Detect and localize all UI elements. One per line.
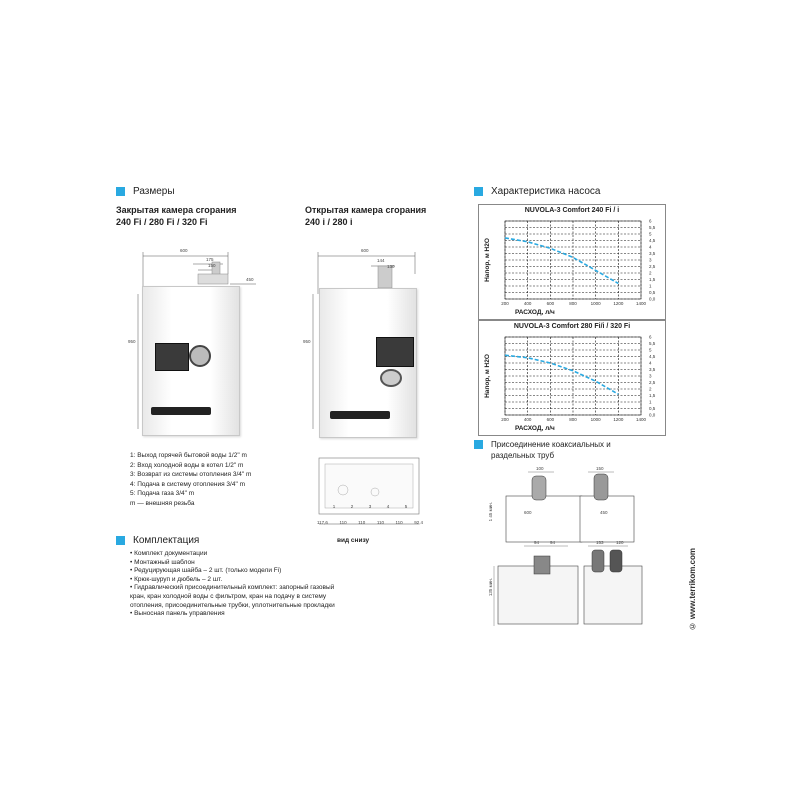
closed-panel-knob-icon (189, 345, 211, 367)
bottom-view-label: вид снизу (337, 537, 370, 544)
x-tick-label: 1000 (590, 301, 601, 306)
open-control-panel (376, 337, 414, 367)
open-chamber-heading (305, 204, 426, 228)
coax-dim-100: 100 (536, 466, 544, 471)
spacing-value: 110 (395, 520, 403, 525)
open-chamber-models: 240 i / 280 i (305, 217, 353, 227)
section-marker-icon (474, 440, 483, 449)
y-tick-label: 2,5 (649, 264, 656, 269)
connection-number: 1 (332, 504, 336, 509)
y-tick-label: 3 (649, 257, 652, 263)
closed-chamber-title: Закрытая камера сгорания (116, 205, 237, 215)
x-tick-label: 800 (569, 417, 577, 422)
x-axis-label: РАСХОД, л/ч (515, 425, 555, 432)
coax-height-dim: 1 45 мин. (488, 502, 493, 522)
pump-chart-2 (478, 320, 666, 436)
y-tick-label: 0,0 (649, 412, 656, 418)
pump-curve (505, 238, 618, 284)
section-pump-title: Характеристика насоса (474, 186, 600, 197)
open-dim-a: 144 (377, 258, 385, 263)
kit-item: отопления, присоединительные трубки, уплотнительные прокладки (130, 601, 335, 609)
open-width-dim: 600 (361, 248, 369, 253)
x-tick-label: 1400 (635, 417, 647, 422)
connection-number: 3 (368, 504, 372, 509)
coax-dim-94: 94 (550, 540, 556, 545)
x-tick-label: 600 (546, 417, 555, 422)
y-tick-label: 3,5 (649, 367, 656, 372)
bottom-view-drawing (315, 454, 425, 550)
connection-number: 2 (350, 504, 354, 509)
y-tick-label: 4,5 (649, 354, 656, 359)
x-tick-label: 800 (569, 301, 577, 306)
chart-title: NUVOLA-3 Comfort 240 Fi / i (524, 207, 620, 214)
y-tick-label: 0,0 (649, 296, 656, 302)
y-tick-label: 1,5 (649, 393, 656, 398)
y-tick-label: 4 (649, 244, 652, 250)
spacing-value: 92,4 (414, 520, 423, 525)
x-tick-label: 400 (523, 301, 532, 306)
connections-legend (130, 451, 251, 509)
y-tick-label: 5 (649, 347, 652, 353)
closed-boiler-drawing (128, 244, 278, 444)
open-height-dim: 950 (303, 339, 311, 344)
closed-dim-a: 175 (206, 257, 214, 262)
x-tick-label: 1400 (635, 301, 647, 306)
coax-drawing-lines (488, 466, 648, 646)
y-tick-label: 1 (649, 283, 652, 289)
closed-dim-b: 150 (208, 263, 216, 268)
y-axis-label: Напор, м H2O (484, 238, 491, 282)
coax-drawing (488, 466, 648, 646)
copyright-text: © www.terrikom.com (688, 548, 697, 631)
x-tick-label: 600 (546, 301, 555, 306)
legend-item: m — внешняя резьба (130, 499, 195, 507)
open-boiler-body (319, 288, 417, 438)
x-axis-label: РАСХОД, л/ч (515, 309, 555, 316)
x-tick-label: 200 (501, 417, 509, 422)
open-dim-b: 130 (387, 264, 395, 269)
y-tick-label: 4,5 (649, 238, 656, 243)
spacing-value: 110 (376, 520, 384, 525)
y-tick-label: 2 (649, 386, 652, 392)
y-tick-label: 1,5 (649, 277, 656, 282)
legend-item: 2: Вход холодной воды в котел 1/2" m (130, 461, 244, 469)
x-tick-label: 400 (523, 417, 532, 422)
coax-dim-150: 150 (596, 466, 604, 471)
legend-item: 5: Подача газа 3/4" m (130, 490, 195, 498)
y-tick-label: 5,5 (649, 341, 656, 346)
y-tick-label: 6 (649, 334, 652, 340)
section-coax-title: Присоединение коаксиальных и раздельных труб (474, 439, 641, 461)
section-dimensions-title: Размеры (116, 186, 175, 197)
y-tick-label: 4 (649, 360, 652, 366)
y-tick-label: 2,5 (649, 380, 656, 385)
kit-item: • Комплект документации (130, 550, 208, 557)
coax-dim-153: 153 (596, 540, 604, 545)
closed-chamber-models: 240 Fi / 280 Fi / 320 Fi (116, 217, 208, 227)
bottom-view-numbers (325, 504, 415, 509)
kit-item: • Гидравлический присоединительный комплект: запорный газовый (130, 584, 335, 592)
bottom-view-spacings (317, 520, 423, 525)
closed-control-panel (155, 343, 189, 371)
pump-chart-2-plot (479, 333, 665, 435)
pump-chart-1-plot (479, 217, 665, 319)
open-boiler-drawing (303, 244, 433, 444)
kit-item: • Крюк-шуруп и дюбель – 2 шт. (130, 575, 223, 583)
pump-chart-1 (478, 204, 666, 320)
coax-dim-94: 94 (534, 540, 540, 545)
open-panel-knob-icon (380, 369, 402, 387)
section-marker-icon (474, 187, 483, 196)
chart-title: NUVOLA-3 Comfort 280 Fi/i / 320 Fi (513, 323, 631, 330)
y-tick-label: 1 (649, 399, 652, 405)
kit-list (130, 550, 335, 619)
spacing-value: 117,6 (317, 520, 328, 525)
closed-depth-dim: 450 (246, 277, 254, 282)
y-tick-label: 3,5 (649, 251, 656, 256)
coax-dim-120: 120 (616, 540, 624, 545)
section-marker-icon (116, 536, 125, 545)
connection-number: 4 (386, 504, 390, 509)
y-tick-label: 6 (649, 218, 652, 224)
y-tick-label: 2 (649, 270, 652, 276)
pump-curve (505, 355, 618, 394)
closed-width-dim: 600 (180, 248, 188, 253)
closed-chamber-heading (116, 204, 237, 228)
coax-width-600: 600 (524, 510, 532, 515)
kit-item: кран, кран холодной воды с фильтром, кран на подачу в систему (130, 592, 327, 600)
x-tick-label: 200 (501, 301, 509, 306)
kit-item: • Монтажный шаблон (130, 558, 195, 566)
y-tick-label: 0,5 (649, 406, 656, 411)
coax-width-450: 450 (600, 510, 608, 515)
closed-boiler-footer (151, 407, 211, 415)
section-marker-icon (116, 187, 125, 196)
closed-height-dim: 950 (128, 339, 136, 344)
connection-number: 5 (404, 504, 408, 509)
spacing-value: 110 (339, 520, 347, 525)
kit-item: • Выносная панель управления (130, 610, 225, 618)
x-tick-label: 1200 (613, 301, 624, 306)
section-kit-title: Комплектация (116, 535, 199, 546)
x-tick-label: 1000 (590, 417, 601, 422)
y-tick-label: 5,5 (649, 225, 656, 230)
open-chamber-title: Открытая камера сгорания (305, 205, 427, 215)
open-boiler-footer (330, 411, 390, 419)
closed-boiler-body (142, 286, 240, 436)
kit-item: • Редуцирующая шайба – 2 шт. (только модели Fi) (130, 567, 282, 575)
legend-item: 1: Выход горячей бытовой воды 1/2" m (130, 452, 247, 459)
x-tick-label: 1200 (613, 417, 624, 422)
y-tick-label: 0,5 (649, 290, 656, 295)
legend-item: 4: Подача в систему отопления 3/4" m (130, 480, 245, 488)
spacing-value: 110 (358, 520, 366, 525)
legend-item: 3: Возврат из системы отопления 3/4" m (130, 471, 252, 479)
y-tick-label: 5 (649, 231, 652, 237)
coax-dim-135: 135 мин. (488, 578, 493, 597)
y-axis-label: Напор, м H2O (484, 354, 491, 398)
y-tick-label: 3 (649, 373, 652, 379)
